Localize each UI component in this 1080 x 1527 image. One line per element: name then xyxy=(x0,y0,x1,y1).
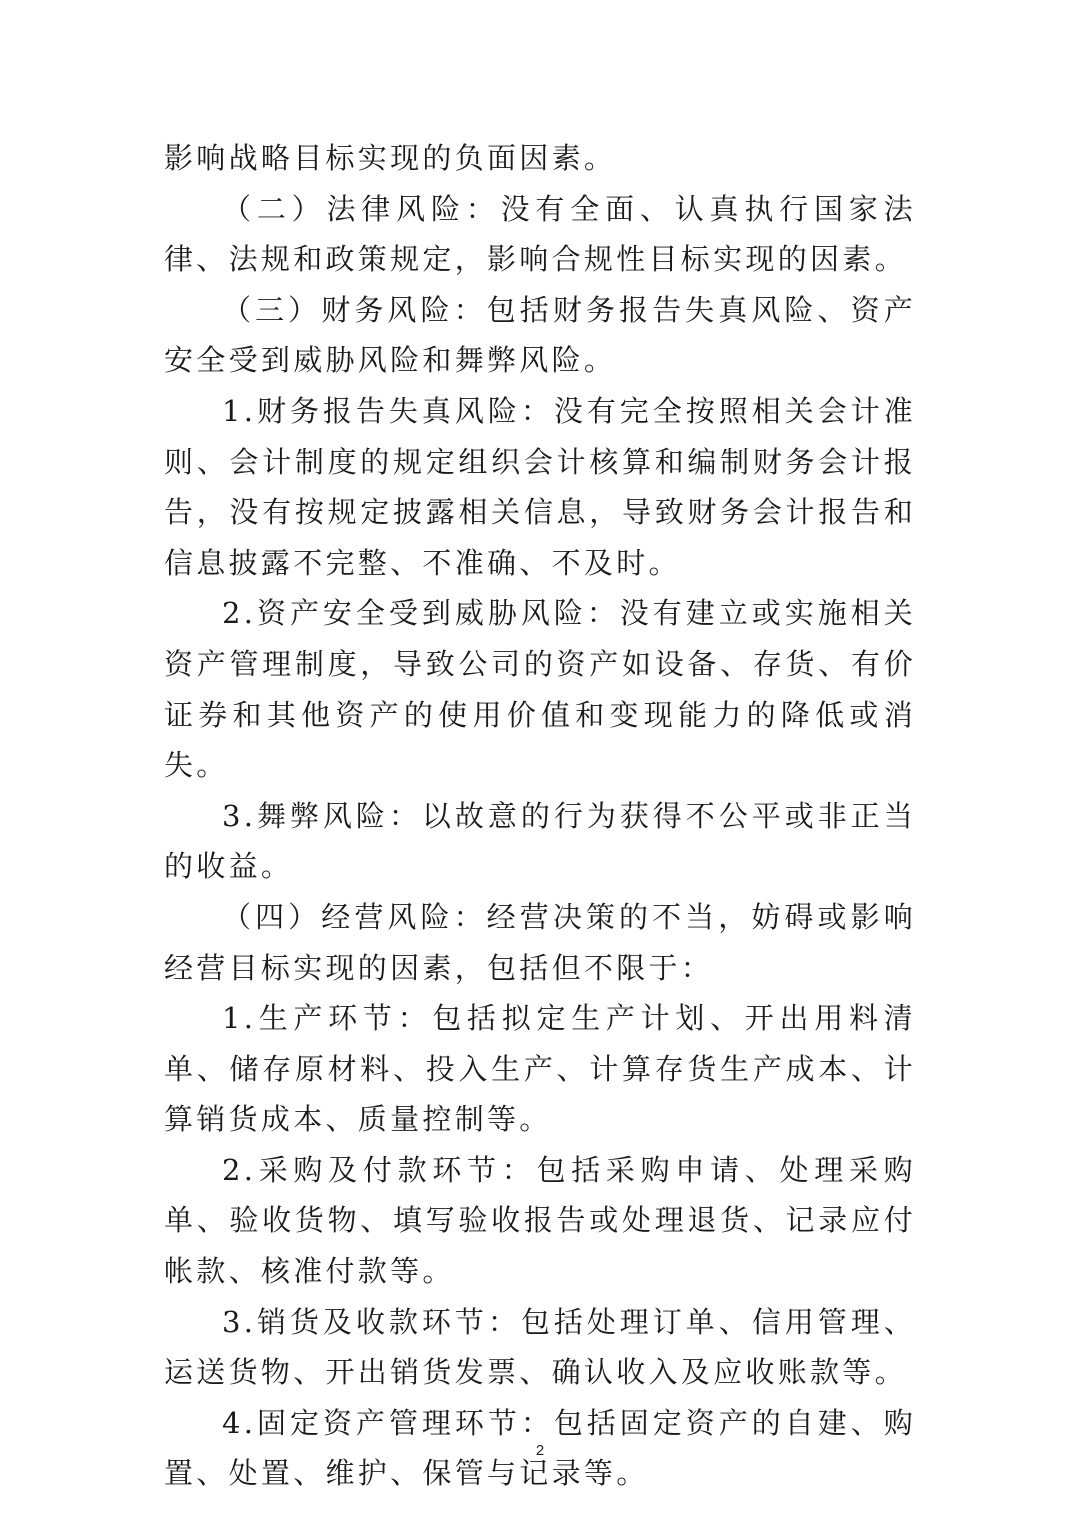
paragraph-fixed-assets: 4.固定资产管理环节：包括固定资产的自建、购置、处置、维护、保管与记录等。 xyxy=(164,1405,916,1491)
paragraph-report-distortion-risk: 1.财务报告失真风险：没有完全按照相关会计准则、会计制度的规定组织会计核算和编制财务会计报告，没有按规定披露相关信息，导致财务会计报告和信息披露不完整、不准确、不及时。 xyxy=(164,393,916,580)
paragraph-continuation: 影响战略目标实现的负面因素。 xyxy=(164,141,617,175)
paragraph-operating-risk: （四）经营风险：经营决策的不当，妨碍或影响经营目标实现的因素，包括但不限于： xyxy=(164,899,916,985)
paragraph-sales: 3.销货及收款环节：包括处理订单、信用管理、运送货物、开出销货发票、确认收入及应收账款等。 xyxy=(164,1304,916,1390)
paragraph-production: 1.生产环节：包括拟定生产计划、开出用料清单、储存原材料、投入生产、计算存货生产成本、计算销货成本、质量控制等。 xyxy=(164,1001,916,1137)
document-body xyxy=(164,133,916,1499)
paragraph-purchasing: 2.采购及付款环节：包括采购申请、处理采购单、验收货物、填写验收报告或处理退货、记录应付帐款、核准付款等。 xyxy=(164,1152,916,1289)
paragraph-asset-security-risk: 2.资产安全受到威胁风险：没有建立或实施相关资产管理制度，导致公司的资产如设备、存货、有价证券和其他资产的使用价值和变现能力的降低或消失。 xyxy=(164,596,916,783)
page-number: 2 xyxy=(535,1442,545,1459)
paragraph-financial-risk: （三）财务风险：包括财务报告失真风险、资产安全受到威胁风险和舞弊风险。 xyxy=(164,292,916,378)
paragraph-fraud-risk: 3.舞弊风险：以故意的行为获得不公平或非正当的收益。 xyxy=(164,798,916,884)
paragraph-legal-risk: （二）法律风险：没有全面、认真执行国家法律、法规和政策规定，影响合规性目标实现的因素。 xyxy=(164,191,916,277)
